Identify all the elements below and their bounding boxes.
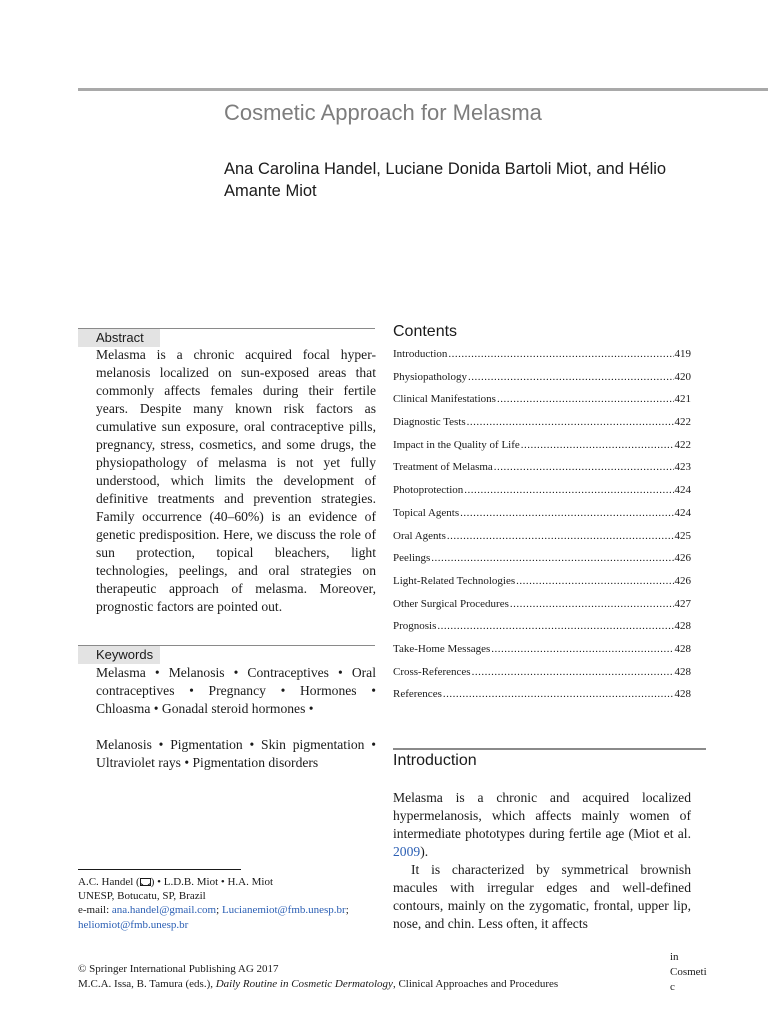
introduction-paragraph-2: It is characterized by symmetrical brownish macules with irregular edges and well-defined contours, mainly on the zygomatic, frontal, upper lip, nose, and chin. Less often, it affects bbox=[393, 862, 691, 931]
toc-leader-dots bbox=[448, 348, 673, 360]
toc-entry[interactable] bbox=[393, 439, 691, 462]
toc-entry[interactable] bbox=[393, 371, 691, 394]
toc-entry-label: Other Surgical Procedures bbox=[393, 597, 509, 610]
margin-note-line-2: Cosmeti bbox=[670, 966, 707, 978]
email-link-helio[interactable]: heliomiot@fmb.unesp.br bbox=[78, 918, 189, 931]
chapter-authors: Ana Carolina Handel, Luciane Donida Bartoli Miot, and Hélio Amante Miot bbox=[224, 160, 667, 200]
toc-entry-page: 422 bbox=[674, 416, 691, 429]
toc-entry-label: Take-Home Messages bbox=[393, 642, 491, 655]
book-editors: M.C.A. Issa, B. Tamura (eds.), bbox=[78, 978, 213, 990]
email-label: e-mail: bbox=[78, 904, 110, 917]
toc-entry-page: 428 bbox=[674, 688, 691, 701]
toc-entry[interactable] bbox=[393, 598, 691, 621]
toc-entry-page: 426 bbox=[674, 552, 691, 565]
toc-entry-label: Treatment of Melasma bbox=[393, 461, 493, 474]
toc-leader-dots bbox=[510, 598, 674, 610]
table-of-contents bbox=[393, 348, 691, 711]
toc-entry-label: Peelings bbox=[393, 552, 431, 565]
introduction-heading: Introduction bbox=[393, 752, 477, 769]
toc-leader-dots bbox=[460, 507, 673, 519]
envelope-icon bbox=[140, 878, 151, 886]
footnote-affiliation: UNESP, Botucatu, SP, Brazil bbox=[78, 890, 206, 903]
keywords-line-2: Melanosis • Pigmentation • Skin pigmentation • Ultraviolet rays • Pigmentation disorders bbox=[96, 737, 376, 770]
toc-entry-label: Cross-References bbox=[393, 665, 471, 678]
introduction-text bbox=[393, 789, 691, 933]
keywords-block bbox=[96, 664, 376, 772]
toc-entry-page: 423 bbox=[674, 461, 691, 474]
toc-entry-label: Light-Related Technologies bbox=[393, 574, 516, 587]
toc-leader-dots bbox=[437, 620, 673, 632]
toc-leader-dots bbox=[447, 530, 674, 542]
toc-entry-page: 421 bbox=[674, 393, 691, 406]
toc-entry-label: Introduction bbox=[393, 348, 448, 360]
toc-leader-dots bbox=[491, 643, 673, 655]
margin-note-line-3: c bbox=[670, 981, 675, 993]
toc-entry-page: 428 bbox=[674, 665, 691, 678]
margin-note-line-1: in bbox=[670, 951, 679, 963]
toc-leader-dots bbox=[468, 371, 674, 383]
toc-entry-page: 424 bbox=[674, 506, 691, 519]
toc-entry[interactable] bbox=[393, 575, 691, 598]
intro-p1-end: ). bbox=[420, 844, 429, 859]
citation-link-2009[interactable]: 2009 bbox=[393, 844, 421, 859]
footnote-other-authors: ) • L.D.B. Miot • H.A. Miot bbox=[150, 876, 274, 888]
toc-entry[interactable] bbox=[393, 666, 691, 689]
toc-leader-dots bbox=[497, 393, 674, 405]
toc-entry-label: Clinical Manifestations bbox=[393, 393, 496, 406]
toc-entry-label: Prognosis bbox=[393, 620, 437, 633]
book-title: Daily Routine in Cosmetic Dermatology bbox=[215, 978, 393, 990]
contents-title: Contents bbox=[393, 323, 458, 340]
toc-entry[interactable] bbox=[393, 530, 691, 553]
toc-entry-page: 424 bbox=[674, 484, 691, 497]
introduction-paragraph-1 bbox=[393, 789, 691, 861]
toc-leader-dots bbox=[464, 484, 673, 496]
header-rule bbox=[78, 88, 768, 91]
author-footnote: A.C. Handel ( ) • L.D.B. Miot • H.A. Miot UNESP, Botucatu, SP, Brazil e-mail: ana.handel@gmail.com; Lucianemiot@fmb.unesp.br; heliomiot@fmb.unesp.br bbox=[78, 875, 378, 932]
copyright-line: © Springer International Publishing AG 2017 bbox=[78, 963, 279, 975]
margin-note bbox=[670, 950, 720, 995]
footnote-rule bbox=[78, 869, 241, 870]
toc-entry-page: 425 bbox=[674, 529, 691, 542]
toc-entry[interactable] bbox=[393, 643, 691, 666]
toc-entry-page: 427 bbox=[674, 597, 691, 610]
keywords-line-1: Melasma • Melanosis • Contraceptives • Oral contraceptives • Pregnancy • Hormones • Chloasma • Gonadal steroid hormones • bbox=[96, 665, 376, 716]
toc-entry-label: References bbox=[393, 688, 442, 701]
footnote-author-1: A.C. Handel ( bbox=[78, 876, 140, 888]
chapter-title: Cosmetic Approach for Melasma bbox=[224, 100, 542, 125]
email-link-luciane[interactable]: Lucianemiot@fmb.unesp.br bbox=[221, 904, 346, 917]
toc-entry-page: 426 bbox=[674, 574, 691, 587]
toc-entry-label: Physiopathology bbox=[393, 370, 467, 383]
book-source-line bbox=[78, 977, 558, 992]
toc-leader-dots bbox=[467, 416, 674, 428]
toc-entry[interactable] bbox=[393, 461, 691, 484]
toc-entry-page: 419 bbox=[674, 348, 691, 360]
keywords-label: Keywords bbox=[78, 646, 160, 664]
toc-entry-label: Impact in the Quality of Life bbox=[393, 438, 520, 451]
toc-entry[interactable] bbox=[393, 393, 691, 416]
toc-entry[interactable] bbox=[393, 688, 691, 711]
toc-leader-dots bbox=[472, 666, 674, 678]
toc-entry[interactable] bbox=[393, 416, 691, 439]
toc-entry-label: Diagnostic Tests bbox=[393, 416, 466, 429]
toc-leader-dots bbox=[516, 575, 673, 587]
toc-entry-page: 428 bbox=[674, 642, 691, 655]
intro-p1-text: Melasma is a chronic and acquired localized hypermelanosis, which affects mainly women of intermediate phototypes during fertile age (Miot et al. bbox=[393, 790, 691, 841]
toc-entry[interactable] bbox=[393, 348, 691, 371]
toc-entry-label: Topical Agents bbox=[393, 506, 460, 519]
book-series: , Clinical Approaches and Procedures bbox=[392, 978, 559, 990]
toc-leader-dots bbox=[431, 552, 673, 564]
toc-entry[interactable] bbox=[393, 507, 691, 530]
toc-entry[interactable] bbox=[393, 620, 691, 643]
toc-entry[interactable] bbox=[393, 484, 691, 507]
email-link-ana[interactable]: ana.handel@gmail.com bbox=[111, 904, 217, 917]
toc-entry-page: 428 bbox=[674, 620, 691, 633]
toc-leader-dots bbox=[521, 439, 674, 451]
toc-leader-dots bbox=[494, 461, 674, 473]
abstract-text: Melasma is a chronic acquired focal hyper-melanosis localized on sun-exposed areas that commonly affects females during their fertile years. Despite many known risk factors as cumulative sun exposure, oral contraceptive pills, pregnancy, stress, cosmetics, and some drugs, the physiopathology of melasma is not yet fully understood, which limits the development of definitive treatments and prevention strategies. Family occurrence (40–60%) is an evidence of genetic predisposition. Here, we discuss the role of sun protection, topical bleachers, light technologies, peelings, and oral strategies on therapeutic approach of melasma. Moreover, prognostic factors are pointed out. bbox=[96, 347, 376, 614]
toc-entry-page: 420 bbox=[674, 370, 691, 383]
toc-entry-label: Oral Agents bbox=[393, 529, 446, 542]
toc-leader-dots bbox=[443, 688, 674, 700]
toc-entry-page: 422 bbox=[674, 438, 691, 451]
toc-entry-label: Photoprotection bbox=[393, 484, 464, 497]
toc-entry[interactable] bbox=[393, 552, 691, 575]
abstract-label: Abstract bbox=[78, 329, 160, 347]
introduction-rule bbox=[393, 748, 706, 750]
